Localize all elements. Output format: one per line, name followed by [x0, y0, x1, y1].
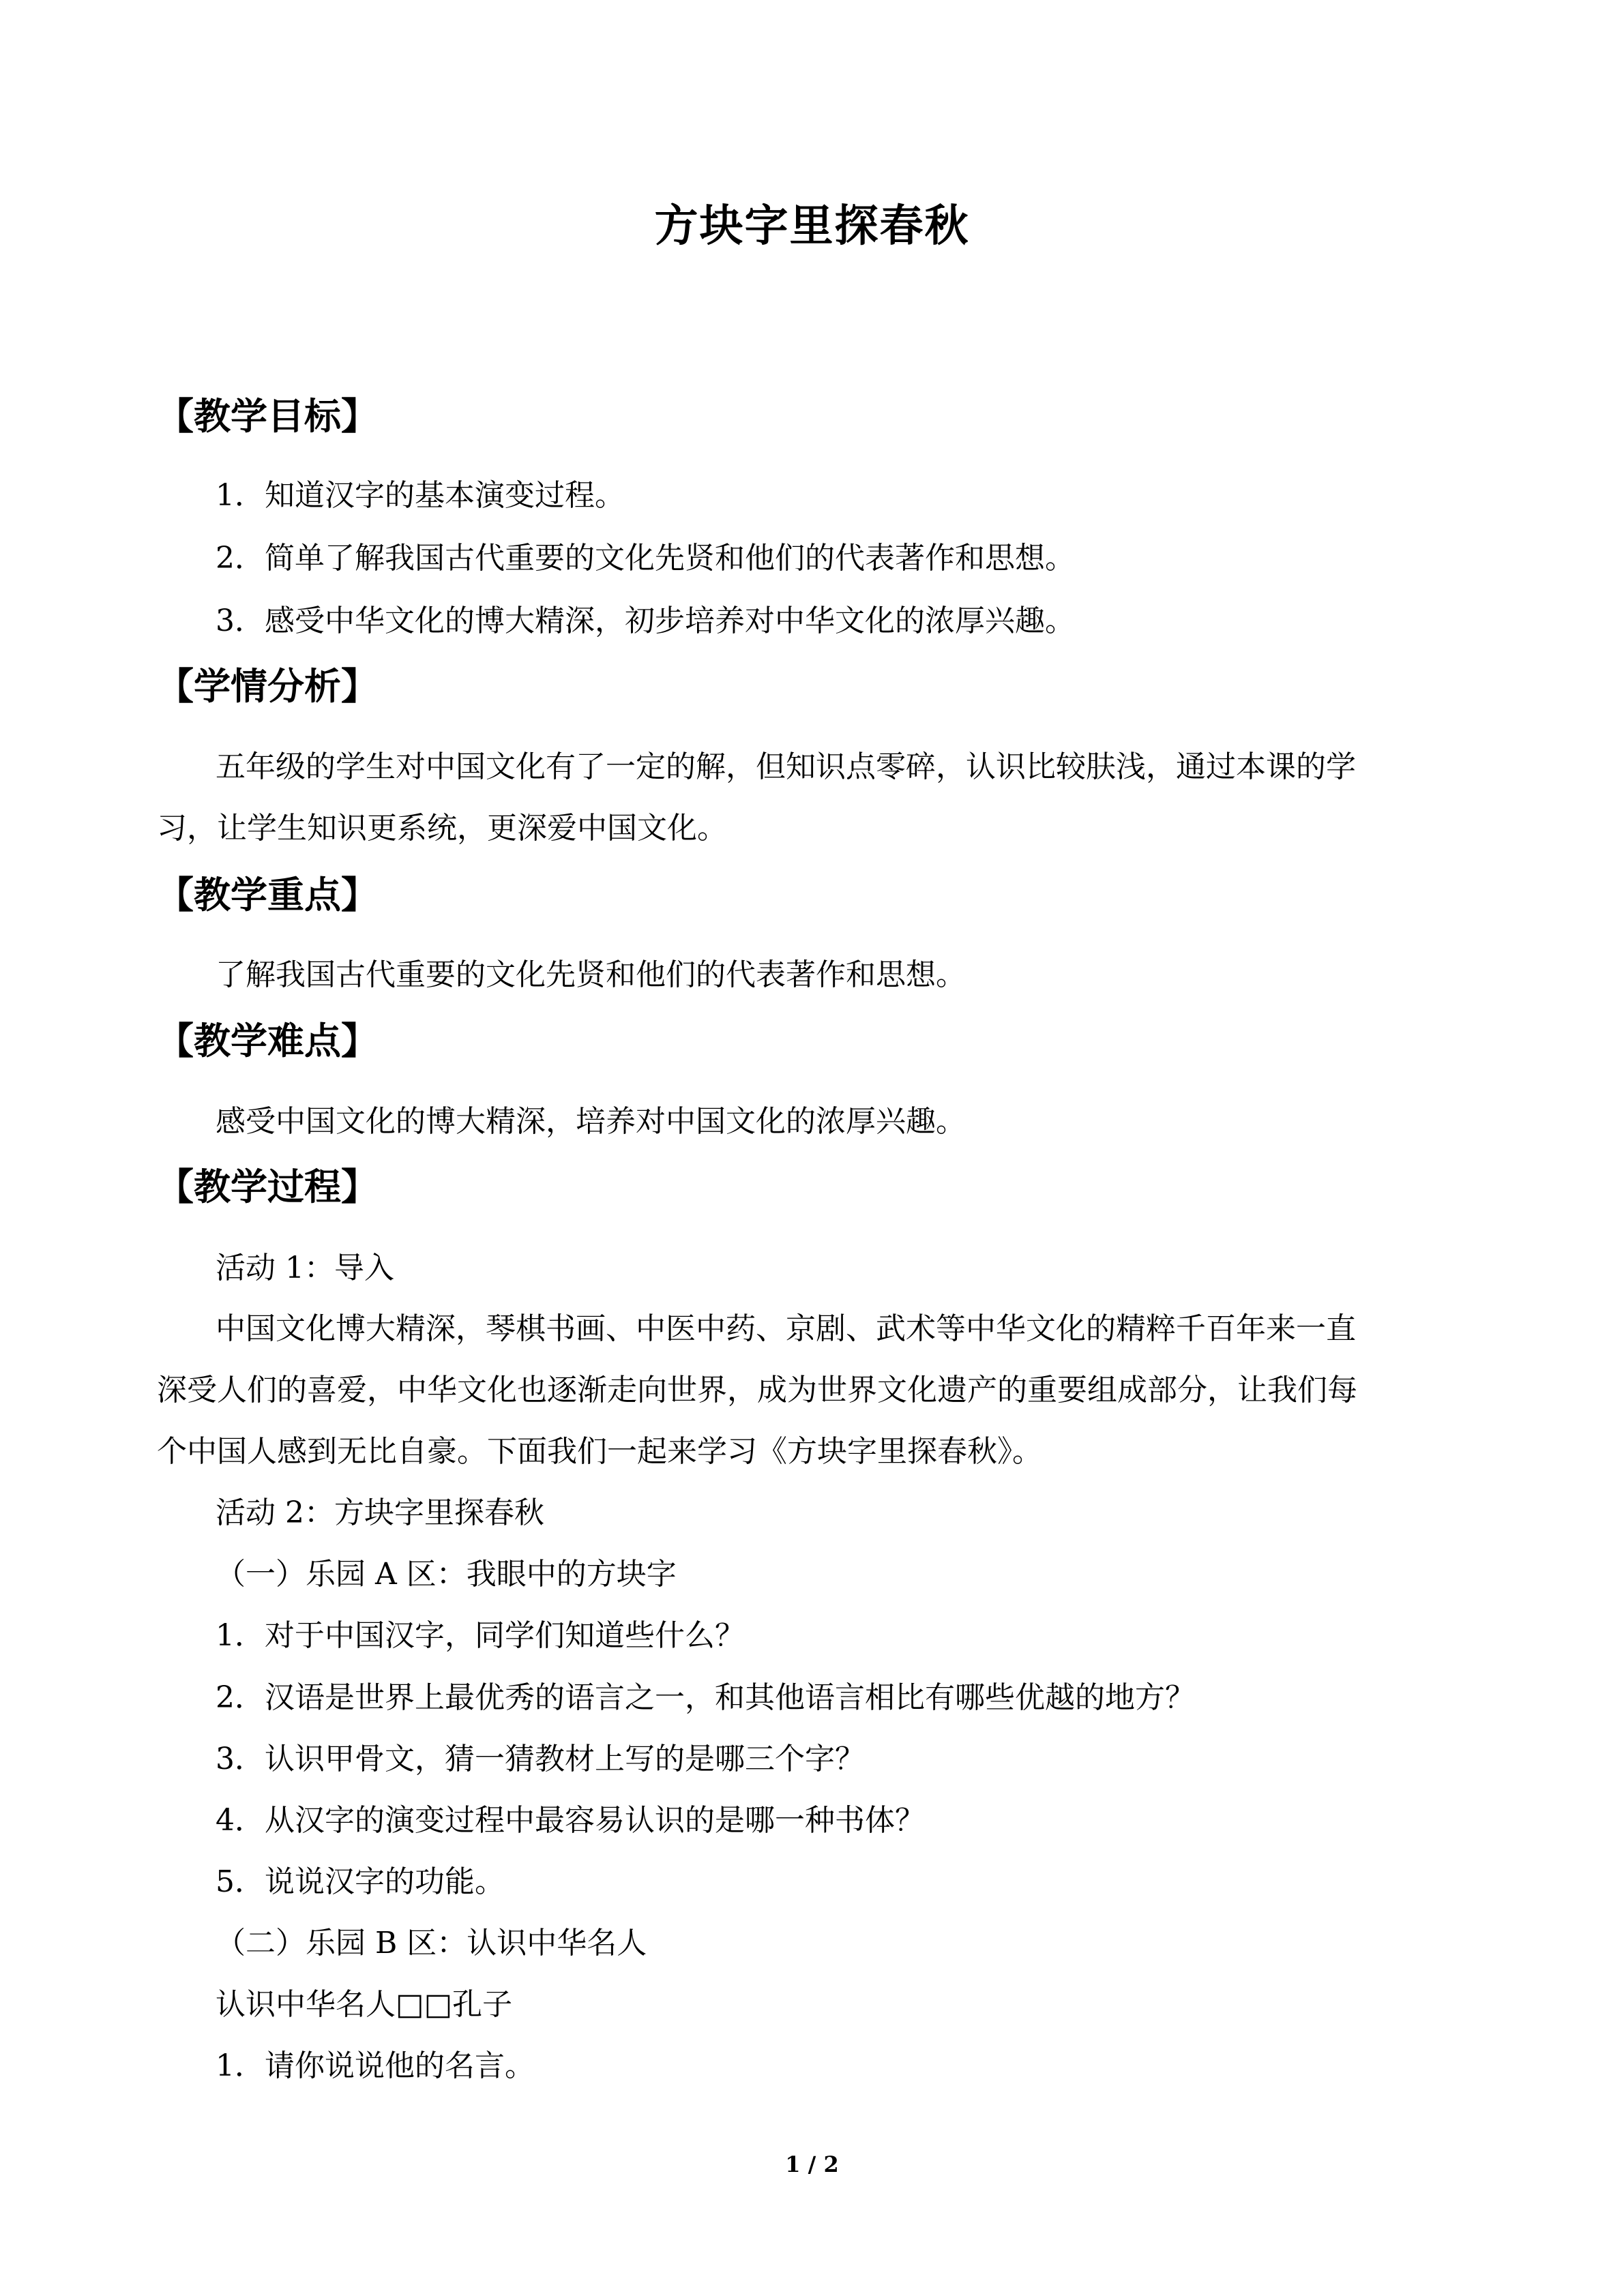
part-b-item: 1．请你说说他的名言。	[216, 2048, 535, 2083]
activity-1-title: 活动 1：导入	[216, 1251, 394, 1285]
difficulties-text: 感受中国文化的博大精深，培养对中国文化的浓厚兴趣。	[216, 1104, 966, 1139]
part-a-item: 2．汉语是世界上最优秀的语言之一，和其他语言相比有哪些优越的地方？	[216, 1680, 1195, 1715]
key-points-text: 了解我国古代重要的文化先贤和他们的代表著作和思想。	[216, 957, 966, 992]
document-title: 方块字里探春秋	[654, 200, 970, 252]
objective-item: 1．知道汉字的基本演变过程。	[216, 478, 625, 513]
activity-2-title: 活动 2：方块字里探春秋	[216, 1495, 544, 1530]
part-a-item: 3．认识甲骨文，猜一猜教材上写的是哪三个字？	[216, 1742, 865, 1776]
objective-item: 3．感受中华文化的博大精深，初步培养对中华文化的浓厚兴趣。	[216, 603, 1075, 638]
heading-process: 【教学过程】	[157, 1165, 378, 1208]
page-number: 1 / 2	[785, 2151, 839, 2177]
part-a-item: 1．对于中国汉字，同学们知道些什么？	[216, 1618, 745, 1653]
heading-difficulties: 【教学难点】	[157, 1019, 378, 1062]
heading-objectives: 【教学目标】	[157, 395, 378, 438]
intro-line: 中国文化博大精深，琴棋书画、中医中药、京剧、武术等中华文化的精粹千百年来一直	[216, 1311, 1356, 1346]
intro-line: 深受人们的喜爱，中华文化也逐渐走向世界，成为世界文化遗产的重要组成部分，让我们每	[157, 1373, 1357, 1407]
part-a-item: 4．从汉字的演变过程中最容易认识的是哪一种书体？	[216, 1803, 925, 1838]
part-b-title: （二）乐园 B 区：认识中华名人	[216, 1926, 647, 1960]
objective-item: 2．简单了解我国古代重要的文化先贤和他们的代表著作和思想。	[216, 541, 1075, 576]
analysis-line: 习，让学生知识更系统，更深爱中国文化。	[157, 811, 727, 846]
part-a-item: 5．说说汉字的功能。	[216, 1864, 505, 1899]
part-b-subtitle: 认识中华名人□□孔子	[216, 1987, 513, 2022]
part-a-title: （一）乐园 A 区：我眼中的方块字	[216, 1557, 677, 1592]
analysis-line: 五年级的学生对中国文化有了一定的解，但知识点零碎，认识比较肤浅，通过本课的学	[216, 749, 1356, 784]
heading-analysis: 【学情分析】	[157, 665, 378, 708]
intro-line: 个中国人感到无比自豪。下面我们一起来学习《方块字里探春秋》。	[157, 1434, 1042, 1469]
heading-key-points: 【教学重点】	[157, 874, 378, 916]
